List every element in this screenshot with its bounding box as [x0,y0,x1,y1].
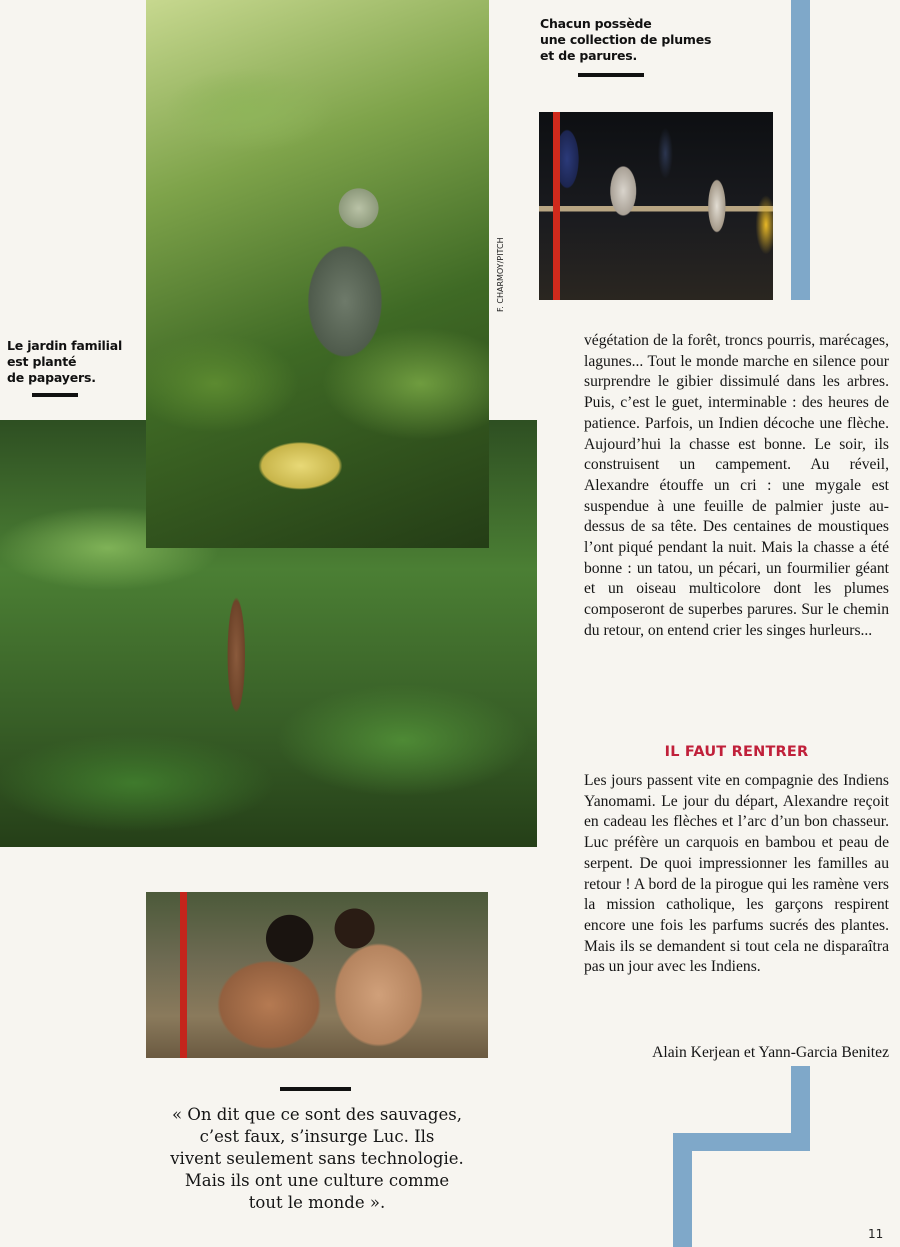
caption-garden-line: est planté [7,354,77,369]
caption-feathers-line: une collection de plumes [540,32,712,47]
pull-quote-line: vivent seulement sans technologie. [170,1149,464,1168]
article-paragraph-2: Les jours passent vite en compagnie des Indiens Yanomami. Le jour du départ, Alexandre reçoit en cadeau les flèches et l’arc d’un bon chasseur. Luc préfère un carquois en bambou et peau de serpent. De quoi impressionner les familles au retour ! A bord de la pirogue qui les ramène vers la mission catholique, les garçons respirent encore une fois les parfums sucrés des plantes. Mais ils se demandent si tout cela ne disparaîtra pas un jour avec les Indiens. [584,772,889,976]
photo-feathers [539,112,773,300]
article-paragraph-1: végétation de la forêt, troncs pourris, marécages, lagunes... Tout le monde marche en silence pour surprendre le gibier dissimulé dans les arbres. Puis, c’est le guet, interminable : des heures de patience. Parfois, un Indien décoche une flèche. Aujourd’hui la chasse est bonne. Le soir, ils construisent un campement. Au réveil, Alexandre étouffe un cri : une mygale est suspendue à une feuille de palmier juste au-dessus de sa tête. Des centaines de moustiques l’ont piqué pendant la nuit. Mais la chasse a été bonne : un tatou, un pécari, un fourmilier géant et un oiseau multicolore dont les plumes composeront de superbes parures. Sur le chemin du retour, on entend crier les singes hurleurs... [584,332,889,639]
decor-stripe-bottom-left-vertical [673,1133,692,1247]
pull-quote [132,1104,502,1214]
quote-rule [280,1087,351,1091]
decor-stripe-bottom-horizontal [673,1133,810,1151]
photo-credit: F. CHARMOY/PITCH [496,237,505,312]
section-heading: IL FAUT RENTRER [664,744,809,760]
article-byline: Alain Kerjean et Yann-Garcia Benitez [652,1044,889,1061]
pull-quote-line: Mais ils ont une culture comme [184,1171,450,1190]
caption-feathers-rule [578,73,644,77]
pull-quote-line: « On dit que ce sont des sauvages, [172,1105,462,1124]
caption-garden-line: de papayers. [7,370,96,385]
caption-garden-rule [32,393,78,397]
page-number: 11 [868,1227,884,1241]
pull-quote-line: tout le monde ». [248,1193,386,1212]
photo-boys [146,892,488,1058]
caption-garden-line: Le jardin familial [7,338,123,353]
caption-feathers [540,16,720,64]
caption-feathers-line: et de parures. [540,48,638,63]
decor-stripe-top [791,0,810,300]
pull-quote-line: c’est faux, s’insurge Luc. Ils [199,1127,435,1146]
photo-parrot [146,0,489,548]
caption-garden [7,338,137,386]
caption-feathers-line: Chacun possède [540,16,652,31]
